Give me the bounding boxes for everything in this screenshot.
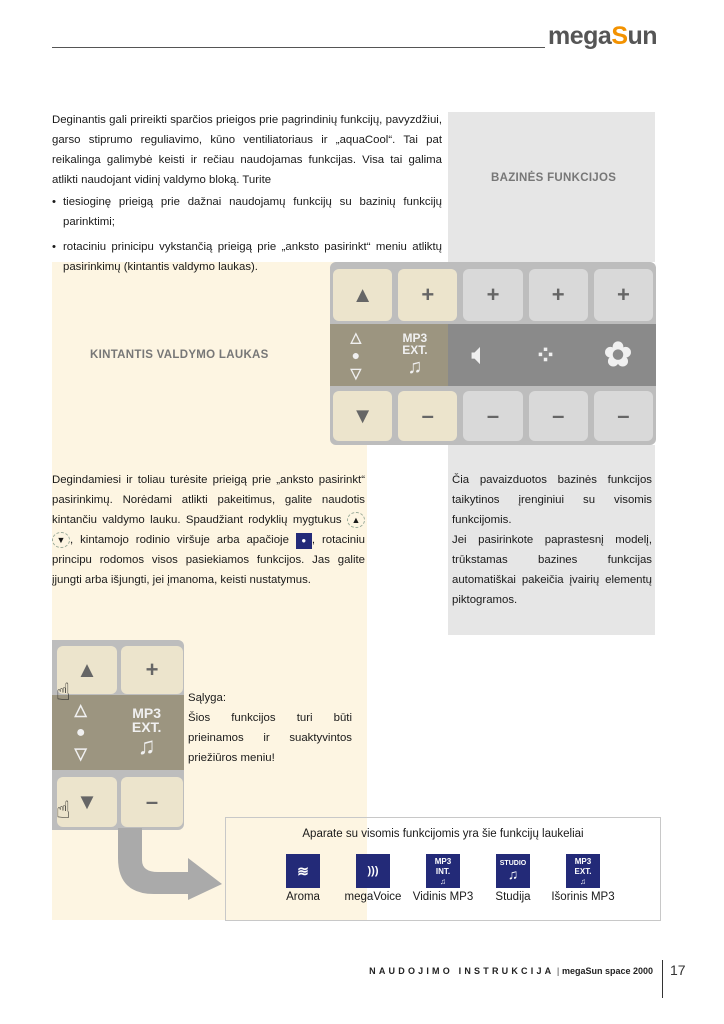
function-external-mp3: MP3 EXT. ♫ Išorinis MP3	[548, 854, 618, 903]
basic-functions-panel	[448, 112, 655, 262]
function-internal-mp3: MP3 INT. ♫ Vidinis MP3	[408, 854, 478, 903]
aqua-plus-button[interactable]: +	[529, 269, 588, 321]
variable-field-heading: KINTANTIS VALDYMO LAUKAS	[90, 349, 269, 361]
functions-box-title: Aparate su visomis funkcijomis yra šie funkcijų laukeliai	[302, 828, 584, 840]
hand-pointer-icon: ☝︎	[56, 797, 71, 824]
variable-field-closeup	[52, 640, 184, 830]
display-row	[330, 324, 656, 386]
studio-icon: STUDIO ♫	[496, 854, 530, 888]
plus-button[interactable]: +	[398, 269, 457, 321]
megasun-logo: megaSun	[548, 22, 658, 50]
fan-minus-button[interactable]: –	[594, 391, 653, 441]
closeup-minus-button[interactable]: –	[121, 777, 183, 827]
page-number: 17	[670, 962, 686, 978]
function-aroma: ≋ Aroma	[268, 854, 338, 903]
mp3-ext-icon: MP3 EXT. ♫	[402, 331, 428, 378]
rotation-text: Degindamiesi ir toliau turėsite prieigą prie „anksto pasirinkt“ pasirinkimų. Norėdami atlikti pakeitimus, galite naudotis kintančiu valdymo lauku. Spaudžiant rodyklių mygtukus ▲ ▼ , kintamojo rodinio viršuje arba apačioje ● , rotaciniu principu rodomos visos pasiekiamos funkcijos. Jas galite įjungti arba išjungti, jei įmanoma, keisti nustatymus.	[52, 474, 365, 586]
closeup-down-button[interactable]: ▼	[57, 777, 117, 827]
basic-functions-text: Čia pavaizduotos bazinės funkcijos taikytinos įrenginiui su visomis funkcijomis. Jei pasirinkote paprastesnį modelį, trūkstamas bazines funkcijas automatiškai pakeičia įvairių elementų piktogramos.	[452, 474, 652, 606]
rotate-arrows-icon: △ ● ▽	[350, 329, 362, 381]
footer: NAUDOJIMO INSTRUKCIJA | megaSun space 2000	[369, 966, 653, 976]
rotate-button-icon: ●	[296, 533, 312, 549]
down-button[interactable]: ▼	[333, 391, 392, 441]
closeup-plus-button[interactable]: +	[121, 646, 183, 694]
aquacool-icon: ⁘	[534, 339, 557, 370]
header-rule	[52, 47, 545, 48]
closeup-up-button[interactable]: ▲	[57, 646, 117, 694]
hand-pointer-icon: ☝︎	[56, 679, 71, 706]
up-arrow-icon: ▲	[347, 512, 365, 528]
control-panel	[330, 262, 656, 445]
closeup-rotate-icon: △ ● ▽	[74, 701, 87, 763]
megavoice-icon: )))	[356, 854, 390, 888]
closeup-mp3-icon: MP3 EXT. ♫	[131, 704, 162, 760]
condition-note: Sąlyga: Šios funkcijos turi būti prieinamos ir suaktyvintos priežiūros meniu!	[188, 692, 352, 764]
down-arrow-icon: ▼	[52, 532, 70, 548]
basic-functions-heading: BAZINĖS FUNKCIJOS	[491, 172, 617, 184]
intro-text: Deginantis gali prireikti sparčios prieigos prie pagrindinių funkcijų, pavyzdžiui, garso stiprumo reguliavimo, kūno ventiliatoriaus ir „aquaCool“. Tai pat reikalinga galimybė keisti ir rečiau naudojamas funkcijas. Visa tai galima atlikti naudojant vidinį valdymo bloką. Turite • tiesioginę prieigą prie dažnai naudojamų funkcijų su bazinių funkcijų parinktimi; • rotaciniu prinicipu vykstančią prieigą prie „anksto pasirinkt“ meniu atliktų pasirinkimų (kintantis valdymo laukas).	[52, 110, 442, 277]
footer-divider	[662, 960, 663, 998]
volume-minus-button[interactable]: –	[463, 391, 522, 441]
up-button[interactable]: ▲	[333, 269, 392, 321]
function-megavoice: ))) megaVoice	[338, 854, 408, 903]
arrow-icon	[110, 828, 230, 900]
functions-box	[225, 817, 661, 921]
mp3-int-icon: MP3 INT. ♫	[426, 854, 460, 888]
fan-icon: ✿	[603, 336, 633, 374]
function-studio: STUDIO ♫ Studija	[478, 854, 548, 903]
volume-plus-button[interactable]: +	[463, 269, 522, 321]
fan-plus-button[interactable]: +	[594, 269, 653, 321]
minus-button[interactable]: –	[398, 391, 457, 441]
volume-icon: 🔈︎	[471, 339, 488, 369]
mp3-ext-icon: MP3 EXT. ♫	[566, 854, 600, 888]
aroma-icon: ≋	[286, 854, 320, 888]
aqua-minus-button[interactable]: –	[529, 391, 588, 441]
